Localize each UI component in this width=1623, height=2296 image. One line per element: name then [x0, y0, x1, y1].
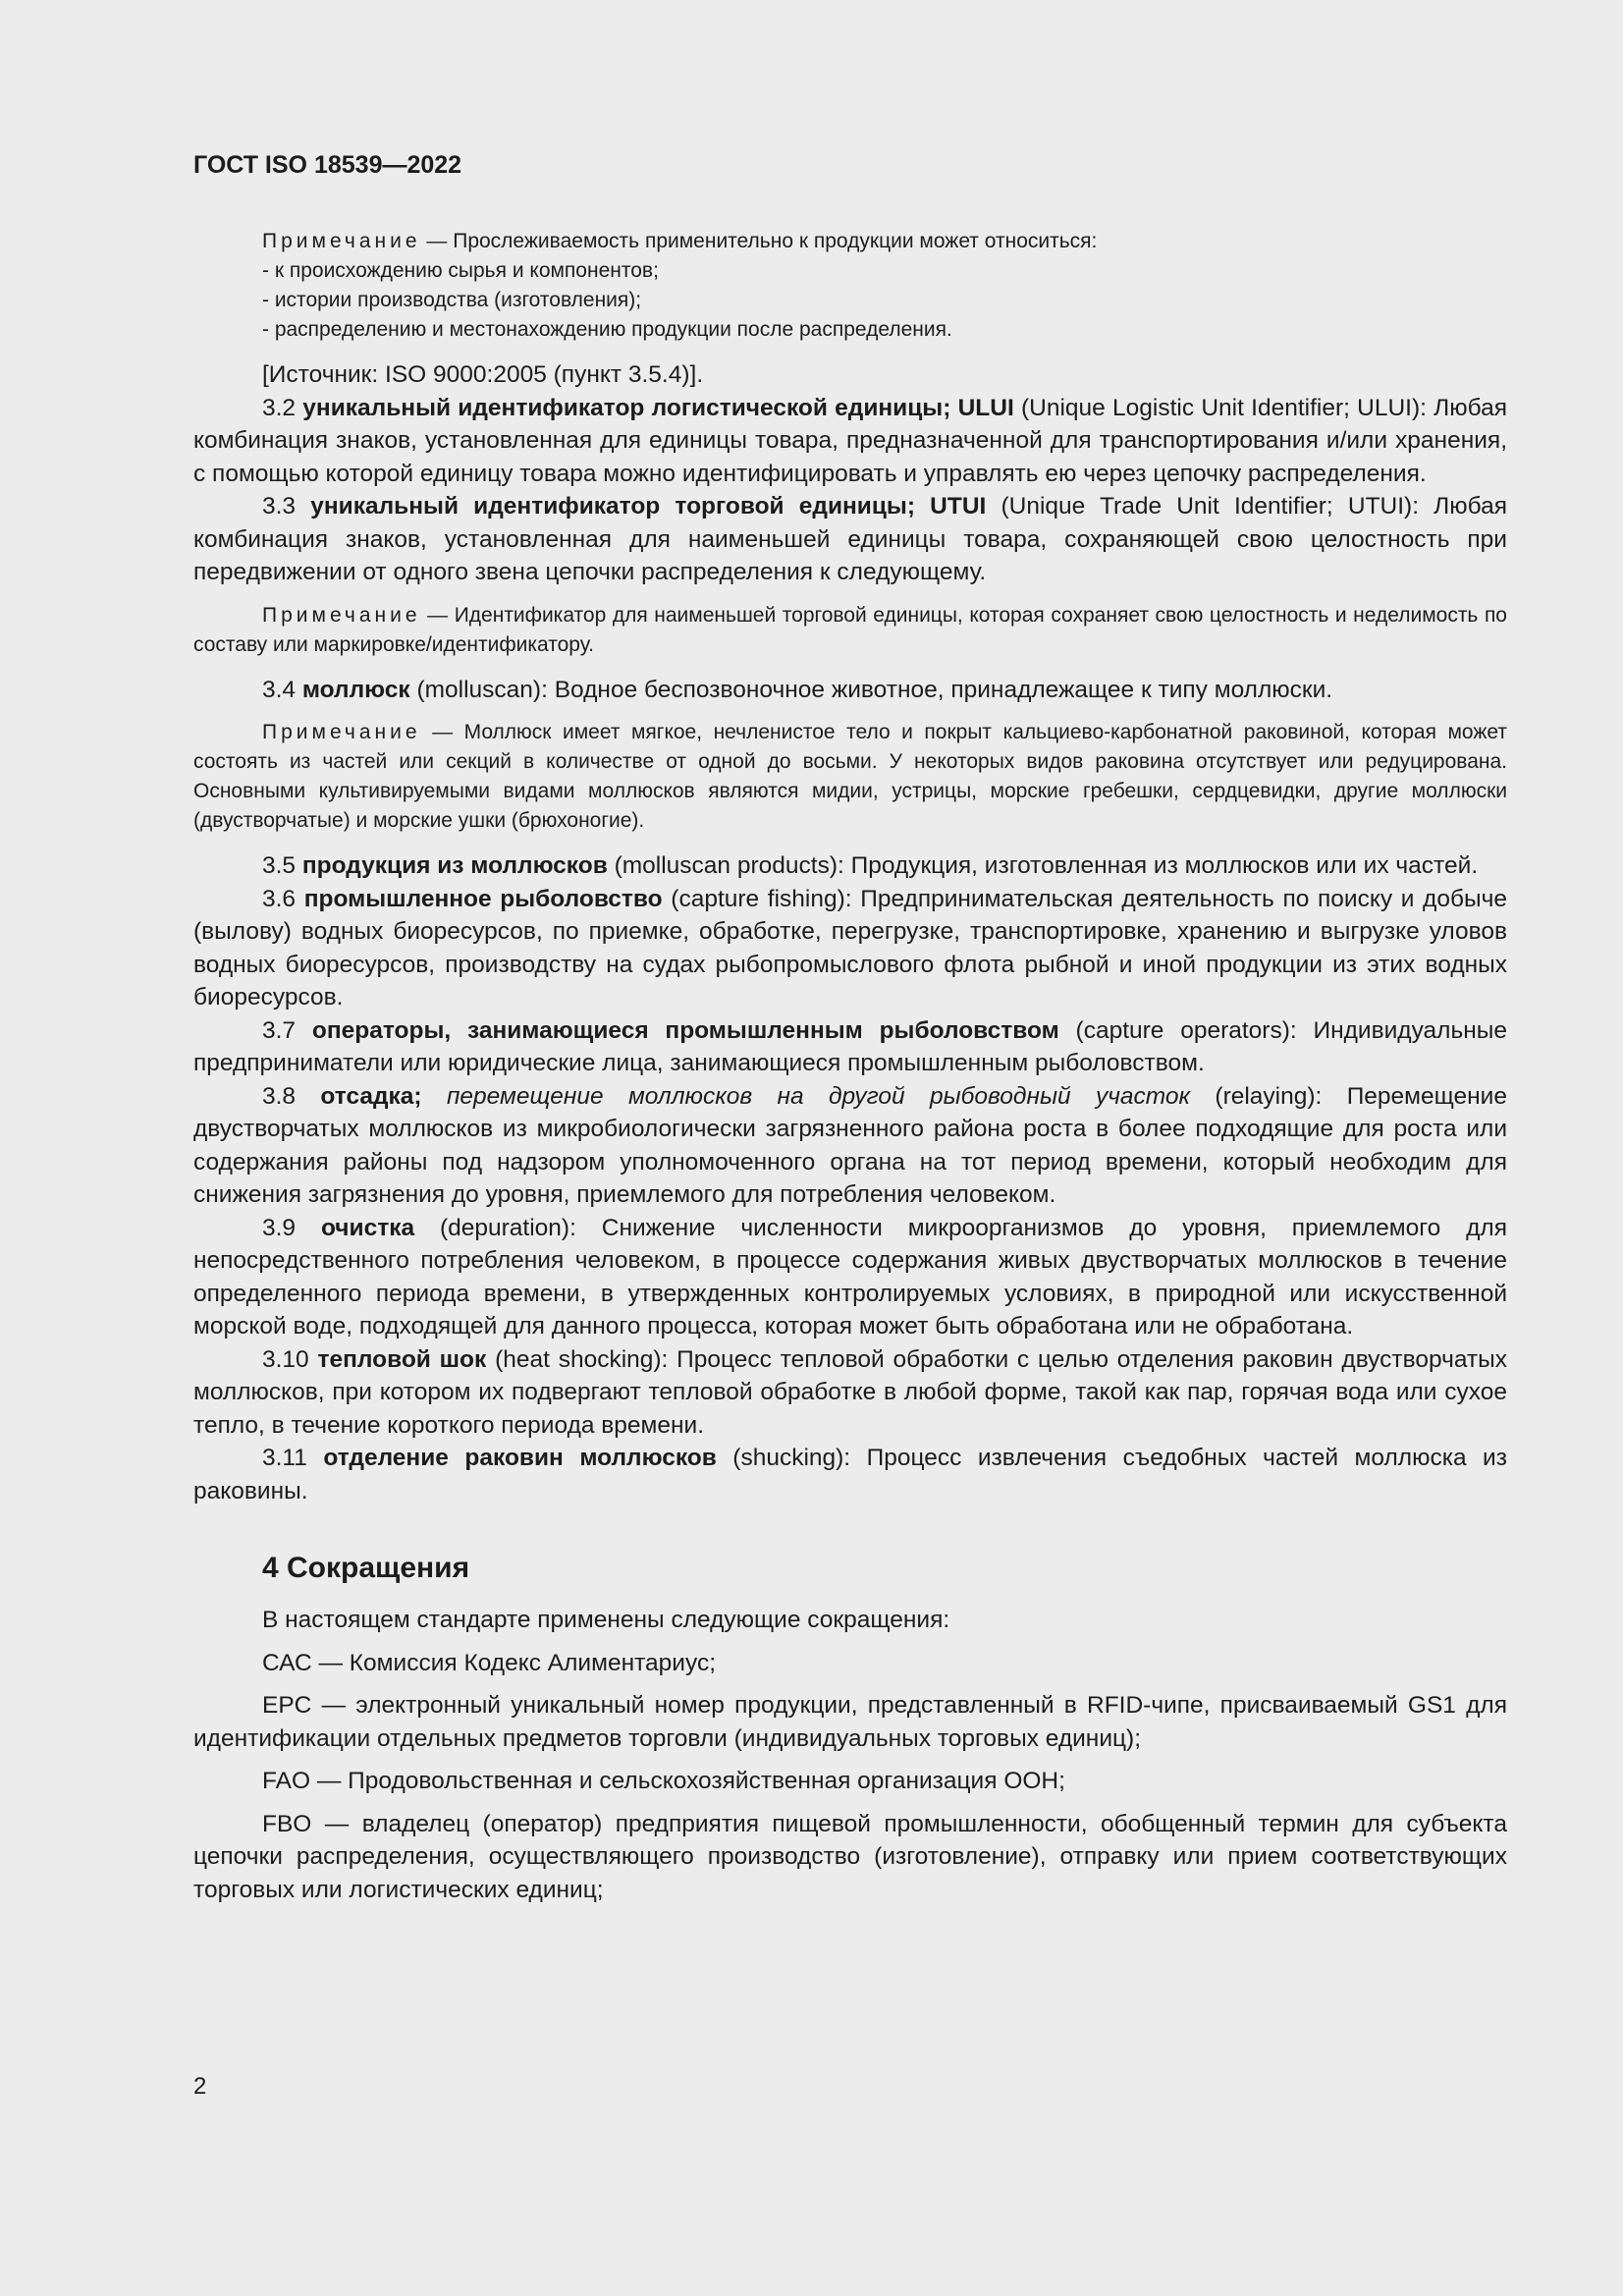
term-title: продукция из моллюсков — [301, 852, 608, 879]
term-number: 3.4 — [262, 676, 302, 703]
term-definition: (capture operators): Индивидуальные предприниматели или юридические лица, занимающиеся промышленным рыболовством. — [193, 1016, 1508, 1076]
note-3-4 — [193, 718, 1507, 836]
page-content — [193, 147, 1507, 1906]
note-traceability — [193, 227, 1507, 345]
term-definition: (shucking): Процесс извлечения съедобных частей моллюска из раковины. — [193, 1445, 1507, 1504]
term-3-9 — [193, 1212, 1507, 1343]
term-number: 3.6 — [262, 885, 304, 912]
abbreviations-intro: В настоящем стандарте применены следующие сокращения: — [262, 1607, 950, 1633]
term-3-3 — [193, 490, 1507, 589]
document-header: ГОСТ ISO 18539—2022 — [193, 151, 462, 179]
list-item: - распределению и местонахождению продукции после распределения. — [262, 318, 952, 341]
term-3-8 — [193, 1080, 1507, 1212]
note-3-3 — [193, 601, 1507, 660]
term-definition: (relaying): Перемещение двустворчатых моллюсков из микробиологически загрязненного района роста в более подходящие для роста или содержания районы под надзором уполномоченного органа на тот период времени, который необходим для снижения загрязнения до уровня, приемлемого для потребления человеком. — [193, 1082, 1507, 1208]
term-number: 3.8 — [262, 1082, 321, 1110]
term-title: операторы, занимающиеся промышленным рыболовством — [311, 1016, 1059, 1044]
term-definition: (molluscan): Водное беспозвоночное животное, принадлежащее к типу моллюски. — [409, 676, 1333, 703]
note-label: Примечание — [262, 230, 421, 252]
list-item: - истории производства (изготовления); — [262, 289, 642, 311]
term-3-2 — [193, 392, 1507, 491]
note-text: — Идентификатор для наименьшей торговой единицы, которая сохраняет свою целостность и неделимость по составу или маркировке/идентификатору. — [193, 603, 1507, 656]
term-3-11 — [193, 1442, 1507, 1507]
page-number: 2 — [193, 2073, 207, 2100]
section-title: 4 Сокращения — [262, 1552, 470, 1584]
term-3-4 — [193, 674, 1507, 707]
term-title: отделение раковин моллюсков — [323, 1445, 717, 1471]
term-definition: (Unique Trade Unit Identifier; UTUI): Любая комбинация знаков, установленная для наименьшей единицы товара, сохраняющей свою целостность при передвижении от одного звена цепочки распределения к следующему. — [193, 493, 1507, 585]
term-title: промышленное рыболовство — [303, 885, 663, 912]
term-number: 3.5 — [262, 852, 302, 879]
note-text: — Прослеживаемость применительно к продукции может относиться: — [420, 230, 1098, 252]
abbreviation-epc: EPC — электронный уникальный номер продукции, представленный в RFID-чипе, присваиваемый GS1 для идентификации отдельных предметов торговли (индивидуальных торговых единиц); — [193, 1692, 1507, 1752]
term-definition: (heat shocking): Процесс тепловой обработки с целью отделения раковин двустворчатых моллюсков, при котором их подвергают тепловой обработке в любой форме, такой как пар, горячая вода или сухое тепло, в течение короткого периода времени. — [193, 1345, 1507, 1439]
term-definition: (capture fishing): Предпринимательская деятельность по поиску и добыче (вылову) водных биоресурсов, по приемке, обработке, перегрузке, транспортировке, хранению и выгрузке уловов водных биоресурсов, производству на судах рыбопромыслового флота рыбной и иной продукции из этих водных биоресурсов. — [193, 885, 1507, 1011]
term-title: отсадка; — [320, 1082, 422, 1110]
note-label: Примечание — [262, 603, 421, 627]
list-item: - к происхождению сырья и компонентов; — [262, 259, 659, 282]
term-3-5 — [193, 849, 1507, 883]
term-3-6 — [193, 883, 1507, 1014]
term-title: уникальный идентификатор торговой единицы; UTUI — [310, 493, 987, 519]
term-definition: (Unique Logistic Unit Identifier; ULUI): Любая комбинация знаков, установленная для единицы товара, предназначенной для транспортирования и/или хранения, с помощью которой единицу товара можно идентифицировать и управлять ею через цепочку распределения. — [193, 394, 1507, 487]
term-synonym: перемещение моллюсков на другой рыбоводный участок — [421, 1082, 1191, 1110]
term-number: 3.9 — [262, 1214, 321, 1241]
term-title: моллюск — [301, 676, 410, 703]
term-number: 3.11 — [262, 1445, 324, 1471]
note-label: Примечание — [262, 721, 421, 743]
note-text: — Моллюск имеет мягкое, нечленистое тело и покрыт кальциево-карбонатной раковиной, которая может состоять из частей или секций в количестве от одной до восьми. У некоторых видов раковина отсутствует или редуцирована. Основными культивируемыми видами моллюсков являются мидии, устрицы, морские гребешки, сердцевидки, другие моллюски (двустворчатые) и морские ушки (брюхоногие). — [193, 721, 1507, 832]
term-number: 3.10 — [262, 1345, 318, 1373]
term-3-7 — [193, 1014, 1507, 1080]
term-title: уникальный идентификатор логистической единицы; ULUI — [302, 394, 1014, 421]
note-paragraph — [193, 601, 1507, 660]
note-paragraph — [193, 227, 1507, 256]
term-definition: (depuration): Снижение численности микроорганизмов до уровня, приемлемого для непосредственного потребления человеком, в процессе содержания живых двустворчатых моллюсков в течение определенного периода времени, в утвержденных контролируемых условиях, в природной или искусственной морской воде, подходящей для данного процесса, которая может быть обработана или не обработана. — [193, 1214, 1507, 1339]
term-3-10 — [193, 1343, 1507, 1443]
source-reference: [Источник: ISO 9000:2005 (пункт 3.5.4)]. — [262, 361, 704, 388]
term-number: 3.2 — [262, 394, 303, 421]
term-number: 3.3 — [262, 493, 311, 519]
term-definition: (molluscan products): Продукция, изготовленная из моллюсков или их частей. — [607, 852, 1479, 879]
abbreviation-cac: САС — Комиссия Кодекс Алиментариус; — [262, 1649, 717, 1676]
term-title: тепловой шок — [317, 1345, 487, 1373]
term-number: 3.7 — [262, 1016, 312, 1044]
abbreviation-fbo: FBO — владелец (оператор) предприятия пищевой промышленности, обобщенный термин для субъекта цепочки распределения, осуществляющего производство (изготовление), отправку или прием соответствующих торговых или логистических единиц; — [193, 1810, 1507, 1903]
abbreviation-fao: FAO — Продовольственная и сельскохозяйственная организация ООН; — [262, 1768, 1065, 1794]
term-title: очистка — [320, 1214, 415, 1241]
note-paragraph — [193, 718, 1507, 836]
